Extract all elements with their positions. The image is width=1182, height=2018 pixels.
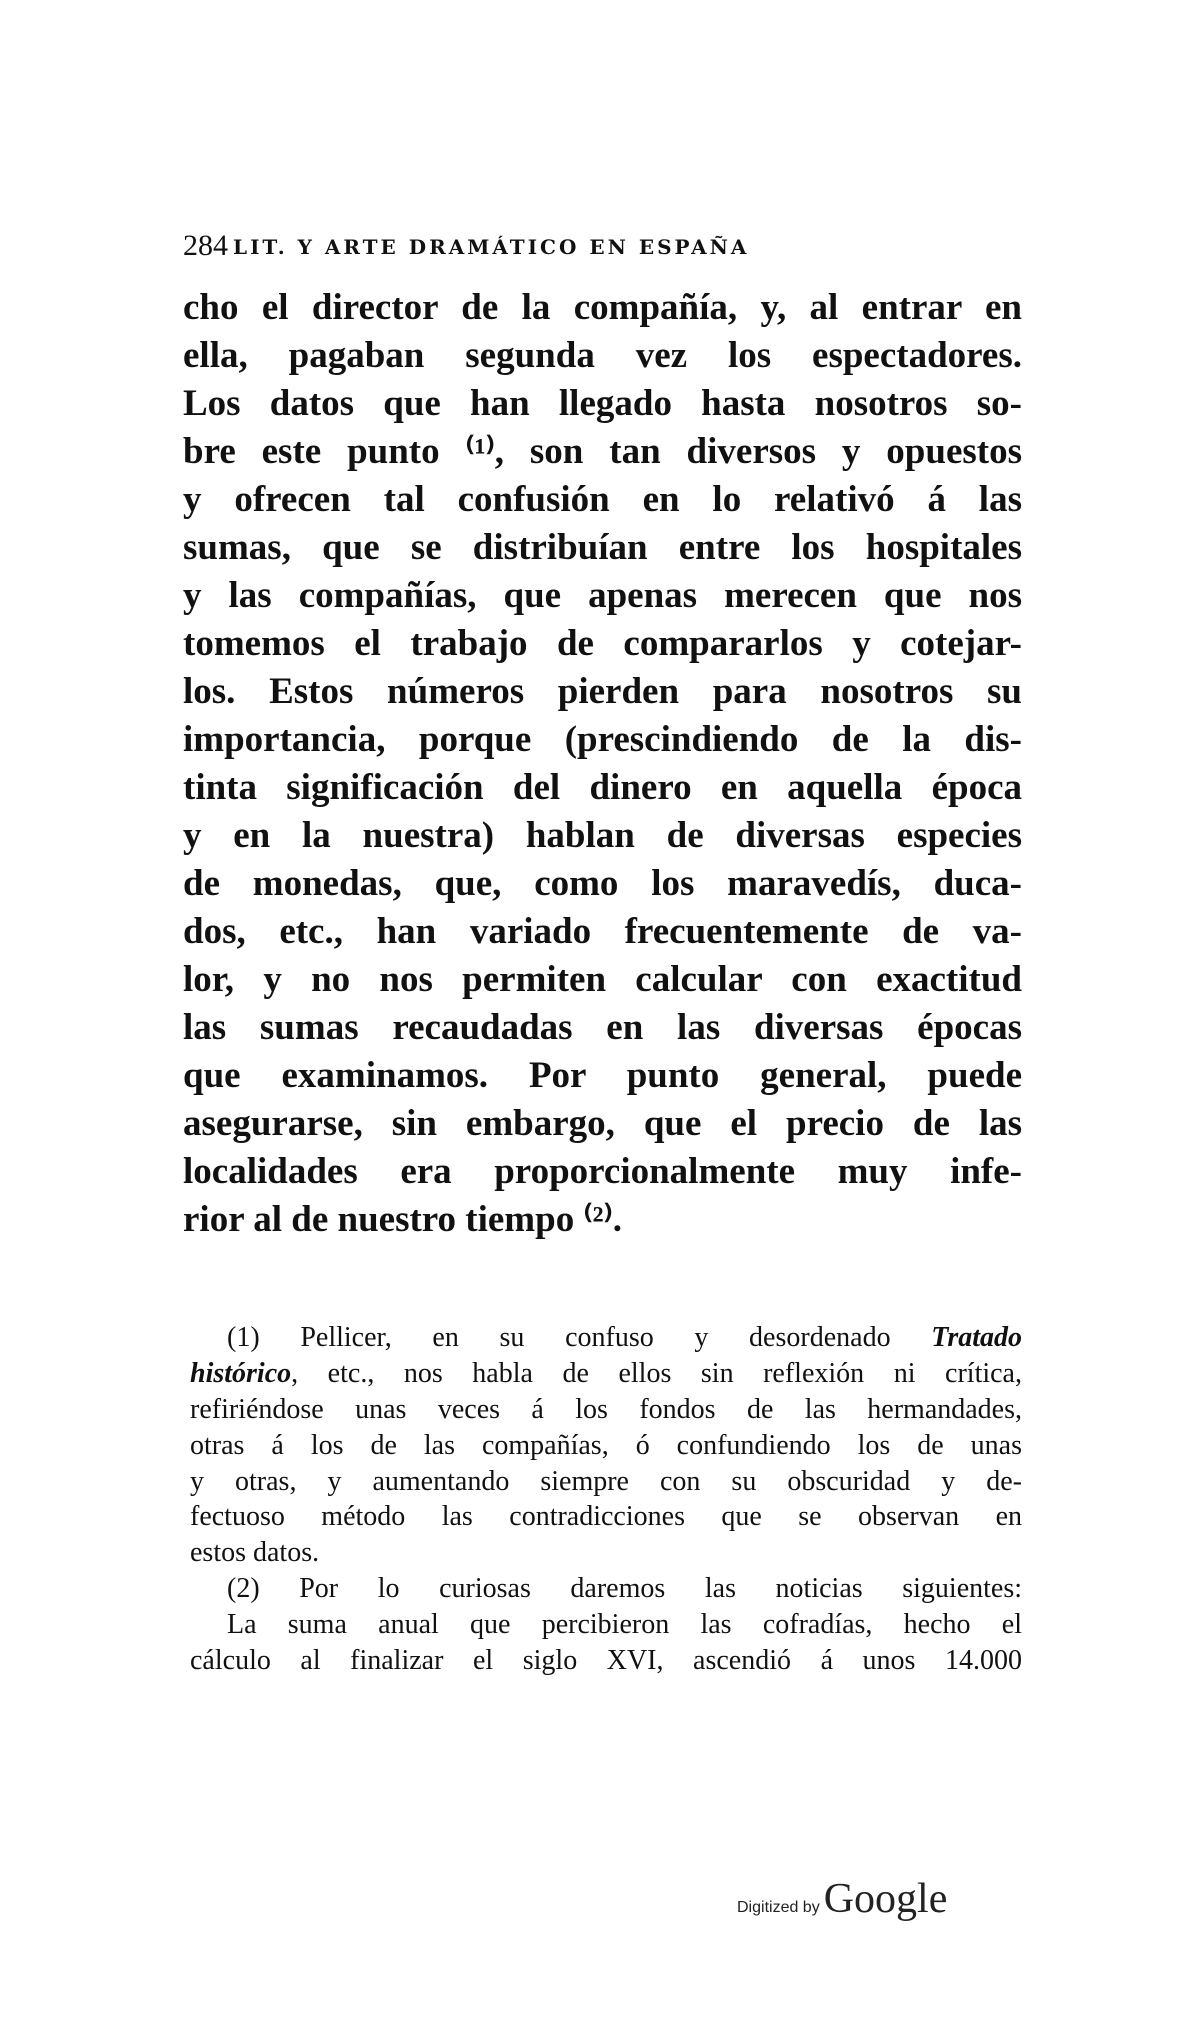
body-line: dos, etc., han variado frecuentemente de va- — [183, 911, 1022, 952]
body-line: localidades era proporcionalmente muy infe- — [183, 1151, 1022, 1192]
body-line: las sumas recaudadas en las diversas épocas — [183, 1007, 1022, 1048]
footnote-2-line: (2) Por lo curiosas daremos las noticias siguientes: — [227, 1573, 1022, 1605]
body-line: y ofrecen tal confusión en lo relativó á las — [183, 479, 1022, 520]
body-line: asegurarse, sin embargo, que el precio de las — [183, 1103, 1022, 1144]
footnote-1-line: refiriéndose unas veces á los fondos de las hermandades, — [190, 1393, 1022, 1425]
body-line: tinta significación del dinero en aquella época — [183, 767, 1022, 808]
watermark-prefix: Digitized by — [737, 1899, 820, 1916]
body-line: tomemos el trabajo de compararlos y cotejar- — [183, 623, 1022, 664]
google-watermark — [737, 1875, 947, 1935]
footnote-text: , etc., nos habla de ellos sin reflexión ni crítica, — [291, 1357, 1022, 1389]
footnote-1-line — [190, 1356, 1022, 1392]
footnote-2-line: cálculo al finalizar el siglo XVI, ascendió á unos 14.000 — [190, 1645, 1022, 1677]
body-line: rior al de nuestro tiempo ⁽²⁾. — [183, 1199, 622, 1240]
body-text — [183, 284, 1022, 1244]
body-line: lor, y no nos permiten calcular con exactitud — [183, 959, 1022, 1000]
body-line: Los datos que han llegado hasta nosotros so- — [183, 383, 1022, 424]
page-number: 284 — [183, 229, 228, 262]
body-line: y en la nuestra) hablan de diversas especies — [183, 815, 1022, 856]
footnote-text: (1) Pellicer, en su confuso y desordenado — [227, 1322, 932, 1353]
body-line: que examinamos. Por punto general, puede — [183, 1055, 1022, 1096]
body-line: importancia, porque (prescindiendo de la dis- — [183, 719, 1022, 760]
footnotes — [190, 1320, 1022, 1679]
body-line: de monedas, que, como los maravedís, duca- — [183, 863, 1022, 904]
running-title: LIT. Y ARTE DRAMÁTICO EN ESPAÑA — [233, 235, 750, 259]
body-line: y las compañías, que apenas merecen que nos — [183, 575, 1022, 616]
body-line: cho el director de la compañía, y, al entrar en — [183, 287, 1022, 328]
body-line: sumas, que se distribuían entre los hospitales — [183, 527, 1022, 568]
google-logo: Google — [823, 1876, 948, 1922]
body-line: ella, pagaban segunda vez los espectadores. — [183, 335, 1022, 376]
footnote-1-line: otras á los de las compañías, ó confundiendo los de unas — [190, 1429, 1022, 1461]
footnote-italic-title: histórico — [190, 1357, 292, 1389]
body-line: bre este punto ⁽¹⁾, son tan diversos y opuestos — [183, 431, 1022, 472]
footnote-2-line: La suma anual que percibieron las cofradías, hecho el — [227, 1609, 1022, 1641]
page-header — [183, 226, 963, 266]
footnote-1-line: fectuoso método las contradicciones que se observan en — [190, 1501, 1022, 1533]
footnote-1-line: y otras, y aumentando siempre con su obscuridad y de- — [190, 1465, 1022, 1497]
body-line: los. Estos números pierden para nosotros su — [183, 671, 1022, 712]
footnote-1-line — [190, 1320, 1022, 1356]
footnote-1-line: estos datos. — [190, 1537, 320, 1569]
footnote-italic-title: Tratado — [931, 1322, 1022, 1353]
